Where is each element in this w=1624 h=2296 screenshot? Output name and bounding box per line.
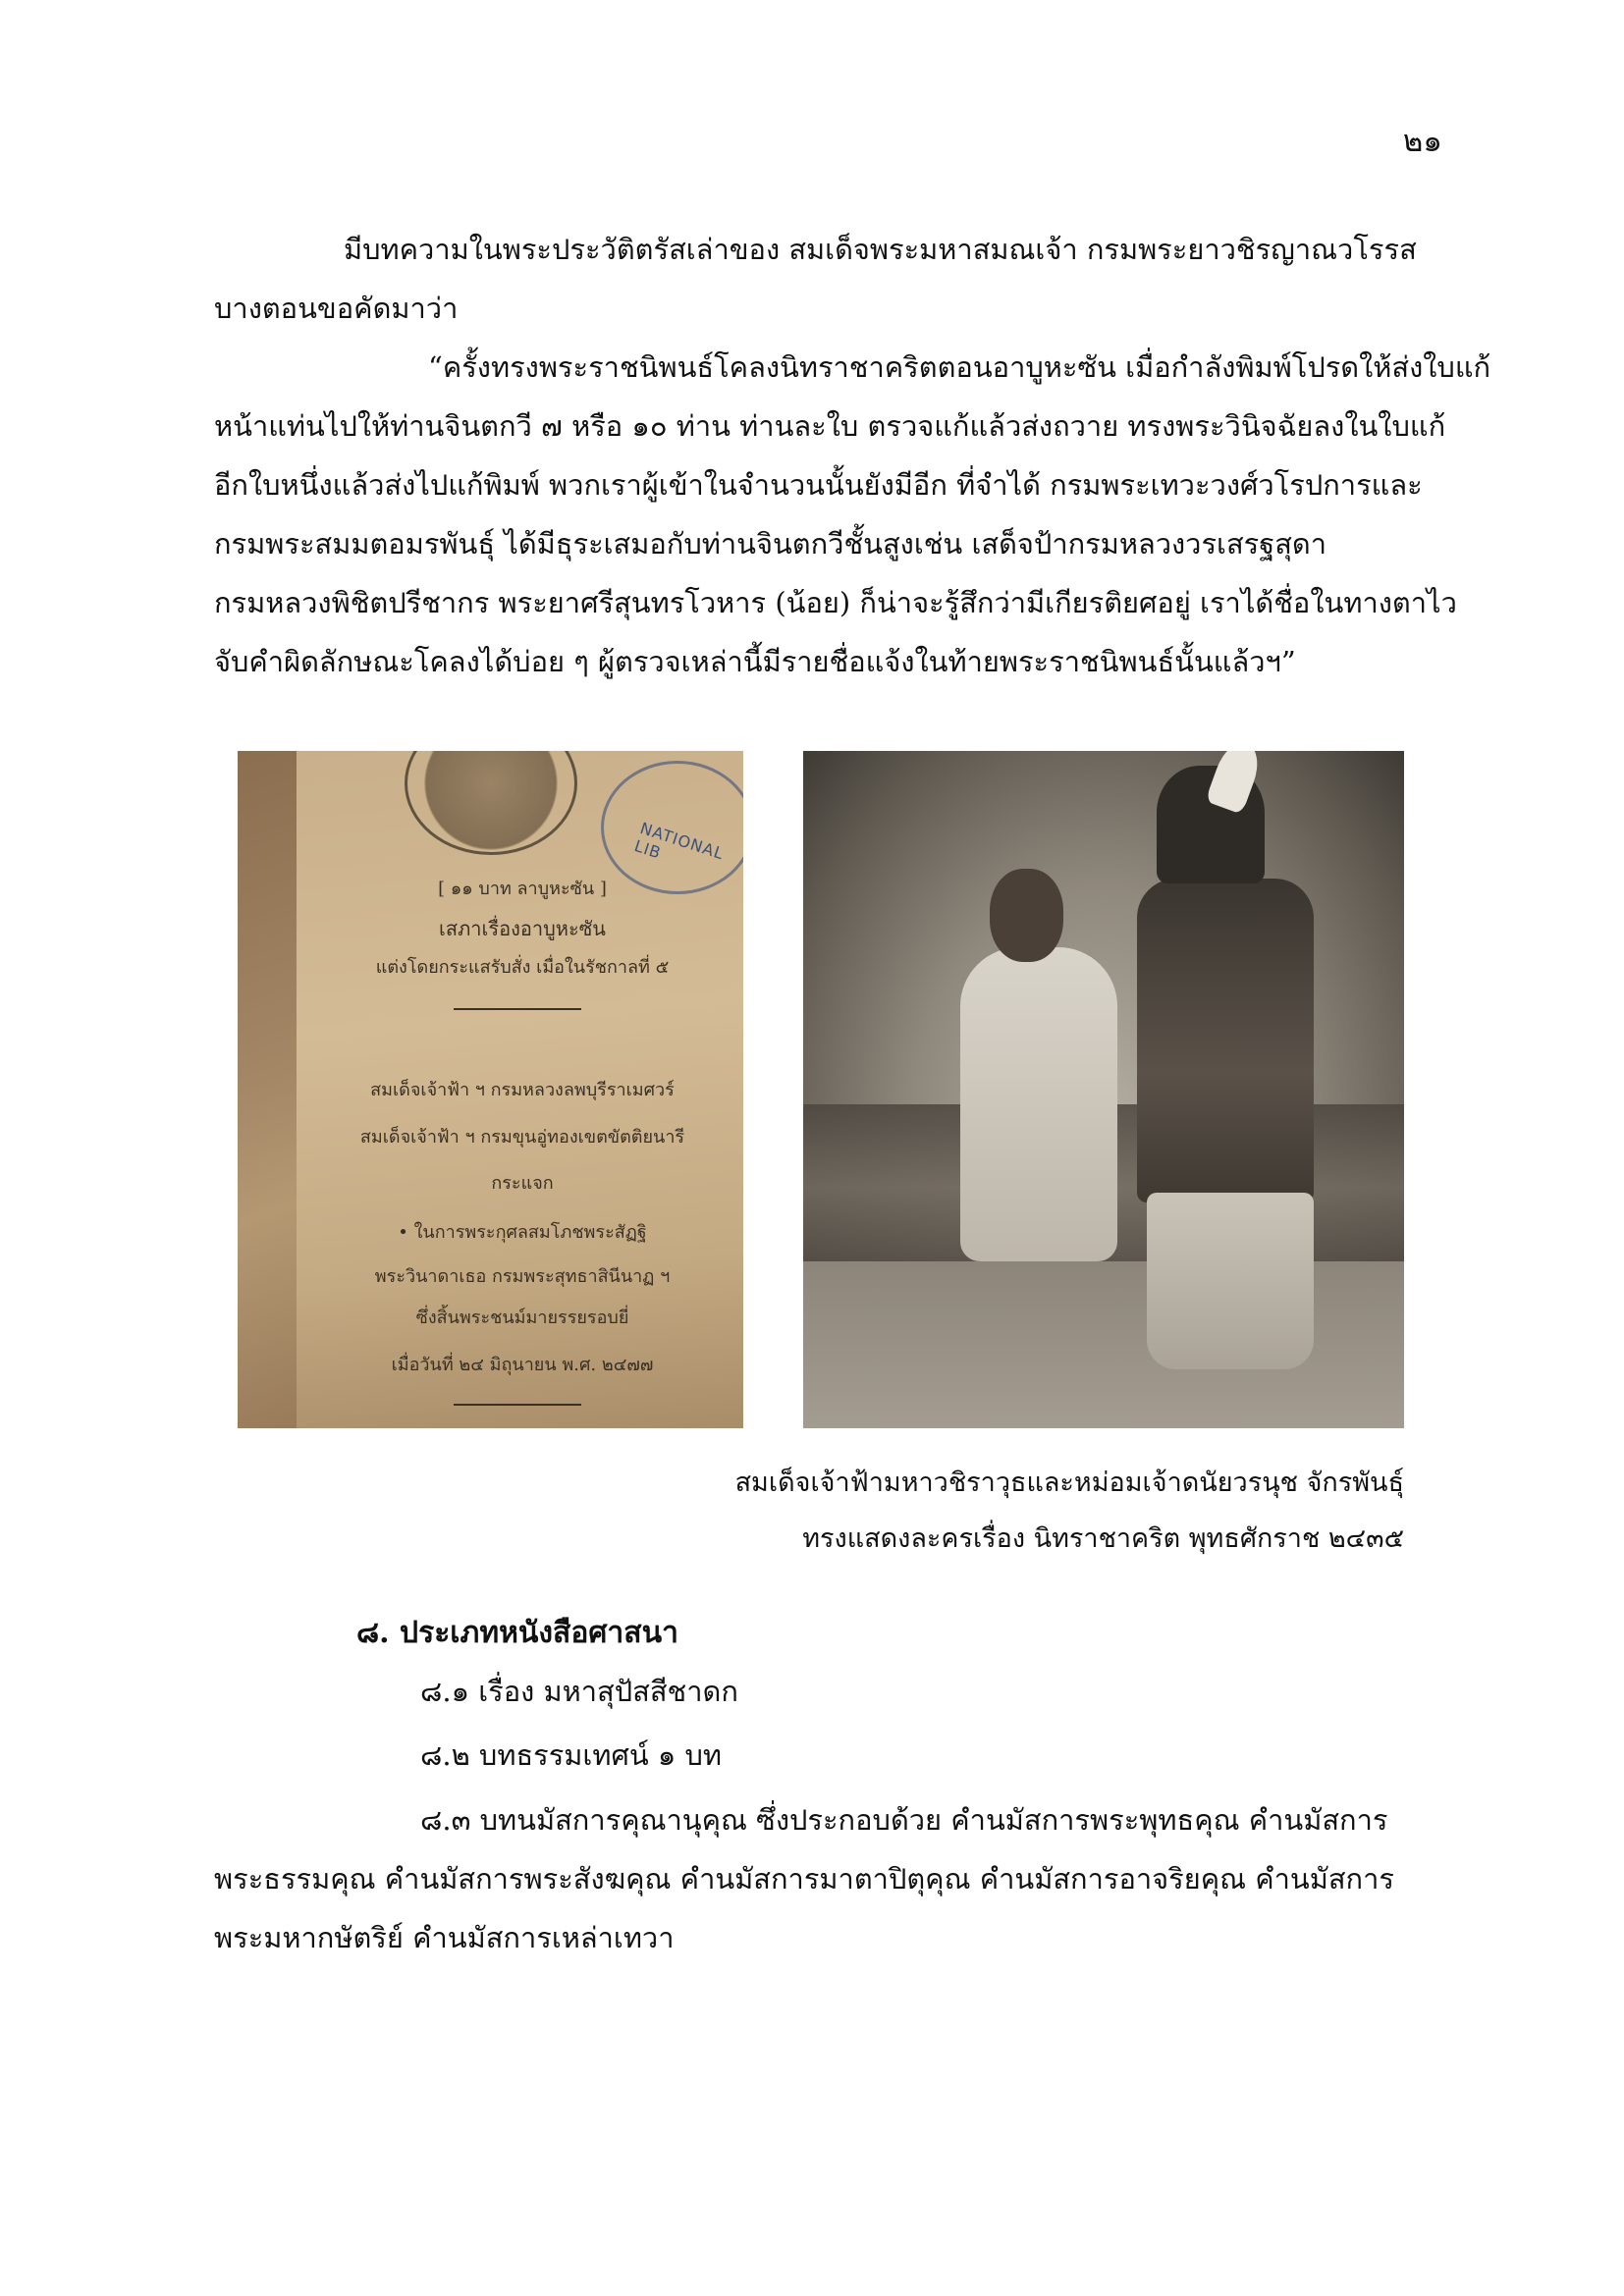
text-line: อีกใบหนึ่งแล้วส่งไปแก้พิมพ์ พวกเราผู้เข้าในจำนวนนั้นยังมีอีก ที่จำได้ กรมพระเทวะวงศ์วโรปการและ bbox=[214, 468, 1423, 502]
text-line: กรมพระสมมตอมรพันธุ์ ได้มีธุระเสมอกับท่านจินตกวีชั้นสูงเช่น เสด็จป้ากรมหลวงวรเสรฐสุดา bbox=[214, 527, 1327, 561]
photo-caption-line1: สมเด็จเจ้าฟ้ามหาวชิราวุธและหม่อมเจ้าดนัยวรนุช จักรพันธุ์ bbox=[734, 1468, 1404, 1498]
printed-line: เมื่อวันที่ ๒๔ มิถุนายน พ.ศ. ๒๔๗๗ bbox=[391, 1355, 654, 1375]
girl-head bbox=[990, 869, 1063, 962]
printed-line: พระวินาดาเธอ กรมพระสุทธาสินีนาฏ ฯ bbox=[374, 1266, 671, 1287]
text-line: พระมหากษัตริย์ คำนมัสการเหล่าเทวา bbox=[214, 1921, 675, 1954]
historical-photo bbox=[803, 751, 1404, 1428]
text-line: พระธรรมคุณ คำนมัสการพระสังฆคุณ คำนมัสการมาตาปิตุคุณ คำนมัสการอาจริยคุณ คำนมัสการ bbox=[214, 1862, 1394, 1896]
printed-line: ซึ่งสิ้นพระชนม์มายรรยรอบยี่ bbox=[415, 1308, 629, 1328]
quote-paragraph bbox=[214, 338, 1491, 691]
page-number: ๒๑ bbox=[1402, 124, 1442, 159]
list-item: ๘.๑ เรื่อง มหาสุปัสสีชาดก bbox=[420, 1675, 738, 1708]
divider bbox=[454, 1008, 581, 1010]
girl-figure bbox=[960, 947, 1117, 1261]
text-line: บางตอนขอคัดมาว่า bbox=[214, 292, 459, 325]
text-line: ๘.๓ บทนมัสการคุณานุคุณ ซึ่งประกอบด้วย คำนมัสการพระพุทธคุณ คำนมัสการ bbox=[420, 1803, 1388, 1837]
floor bbox=[803, 1261, 1404, 1428]
list-item: ๘.๒ บทธรรมเทศน์ ๑ บท bbox=[420, 1738, 723, 1772]
boy-legs bbox=[1147, 1193, 1314, 1369]
section-heading: ๘. ประเภทหนังสือศาสนา bbox=[356, 1616, 678, 1650]
printed-line: แต่งโดยกระแสรับสั่ง เมื่อในรัชกาลที่ ๕ bbox=[375, 957, 670, 978]
printed-line: สมเด็จเจ้าฟ้า ฯ กรมขุนอู่ทองเขตขัตติยนารี bbox=[359, 1127, 685, 1148]
boy-figure bbox=[1137, 879, 1314, 1202]
text-line: หน้าแท่นไปให้ท่านจินตกวี ๗ หรือ ๑๐ ท่าน ท่านละใบ ตรวจแก้แล้วส่งถวาย ทรงพระวินิจฉัยลงในใบแก้ bbox=[214, 409, 1446, 443]
printed-line: [ ๑๑ บาท ลาบูหะซัน ] bbox=[438, 879, 607, 899]
printed-line: เสภาเรื่องอาบูหะซัน bbox=[439, 917, 606, 940]
text-line: จับคำผิดลักษณะโคลงได้บ่อย ๆ ผู้ตรวจเหล่านี้มีรายชื่อแจ้งในท้ายพระราชนิพนธ์นั้นแล้วฯ” bbox=[214, 645, 1296, 678]
text-line: มีบทความในพระประวัติตรัสเล่าของ สมเด็จพระมหาสมณเจ้า กรมพระยาวชิรญาณวโรรส bbox=[344, 233, 1417, 266]
book-title-page-photo bbox=[238, 751, 743, 1428]
intro-paragraph bbox=[214, 220, 1417, 338]
text-line: กรมหลวงพิชิตปรีชากร พระยาศรีสุนทรโวหาร (น้อย) ก็น่าจะรู้สึกว่ามีเกียรติยศอยู่ เราได้ชื่อในทางตาไว bbox=[214, 586, 1457, 619]
divider bbox=[454, 1404, 581, 1406]
text-line: “ครั้งทรงพระราชนิพนธ์โคลงนิทราชาคริตตอนอาบูหะซัน เมื่อกำลังพิมพ์โปรดให้ส่งใบแก้ bbox=[428, 350, 1491, 384]
printed-line: สมเด็จเจ้าฟ้า ฯ กรมหลวงลพบุรีราเมศวร์ bbox=[370, 1080, 675, 1100]
printed-line: • ในการพระกุศลสมโภชพระสัฏฐิ bbox=[398, 1222, 647, 1243]
item3-paragraph bbox=[214, 1790, 1412, 1967]
printed-line: กระแจก bbox=[491, 1173, 554, 1194]
library-stamp-text: NATIONAL LIB bbox=[631, 818, 727, 864]
photo-caption-line2: ทรงแสดงละครเรื่อง นิทราชาคริต พุทธศักราช ๒๔๓๕ bbox=[802, 1523, 1404, 1554]
